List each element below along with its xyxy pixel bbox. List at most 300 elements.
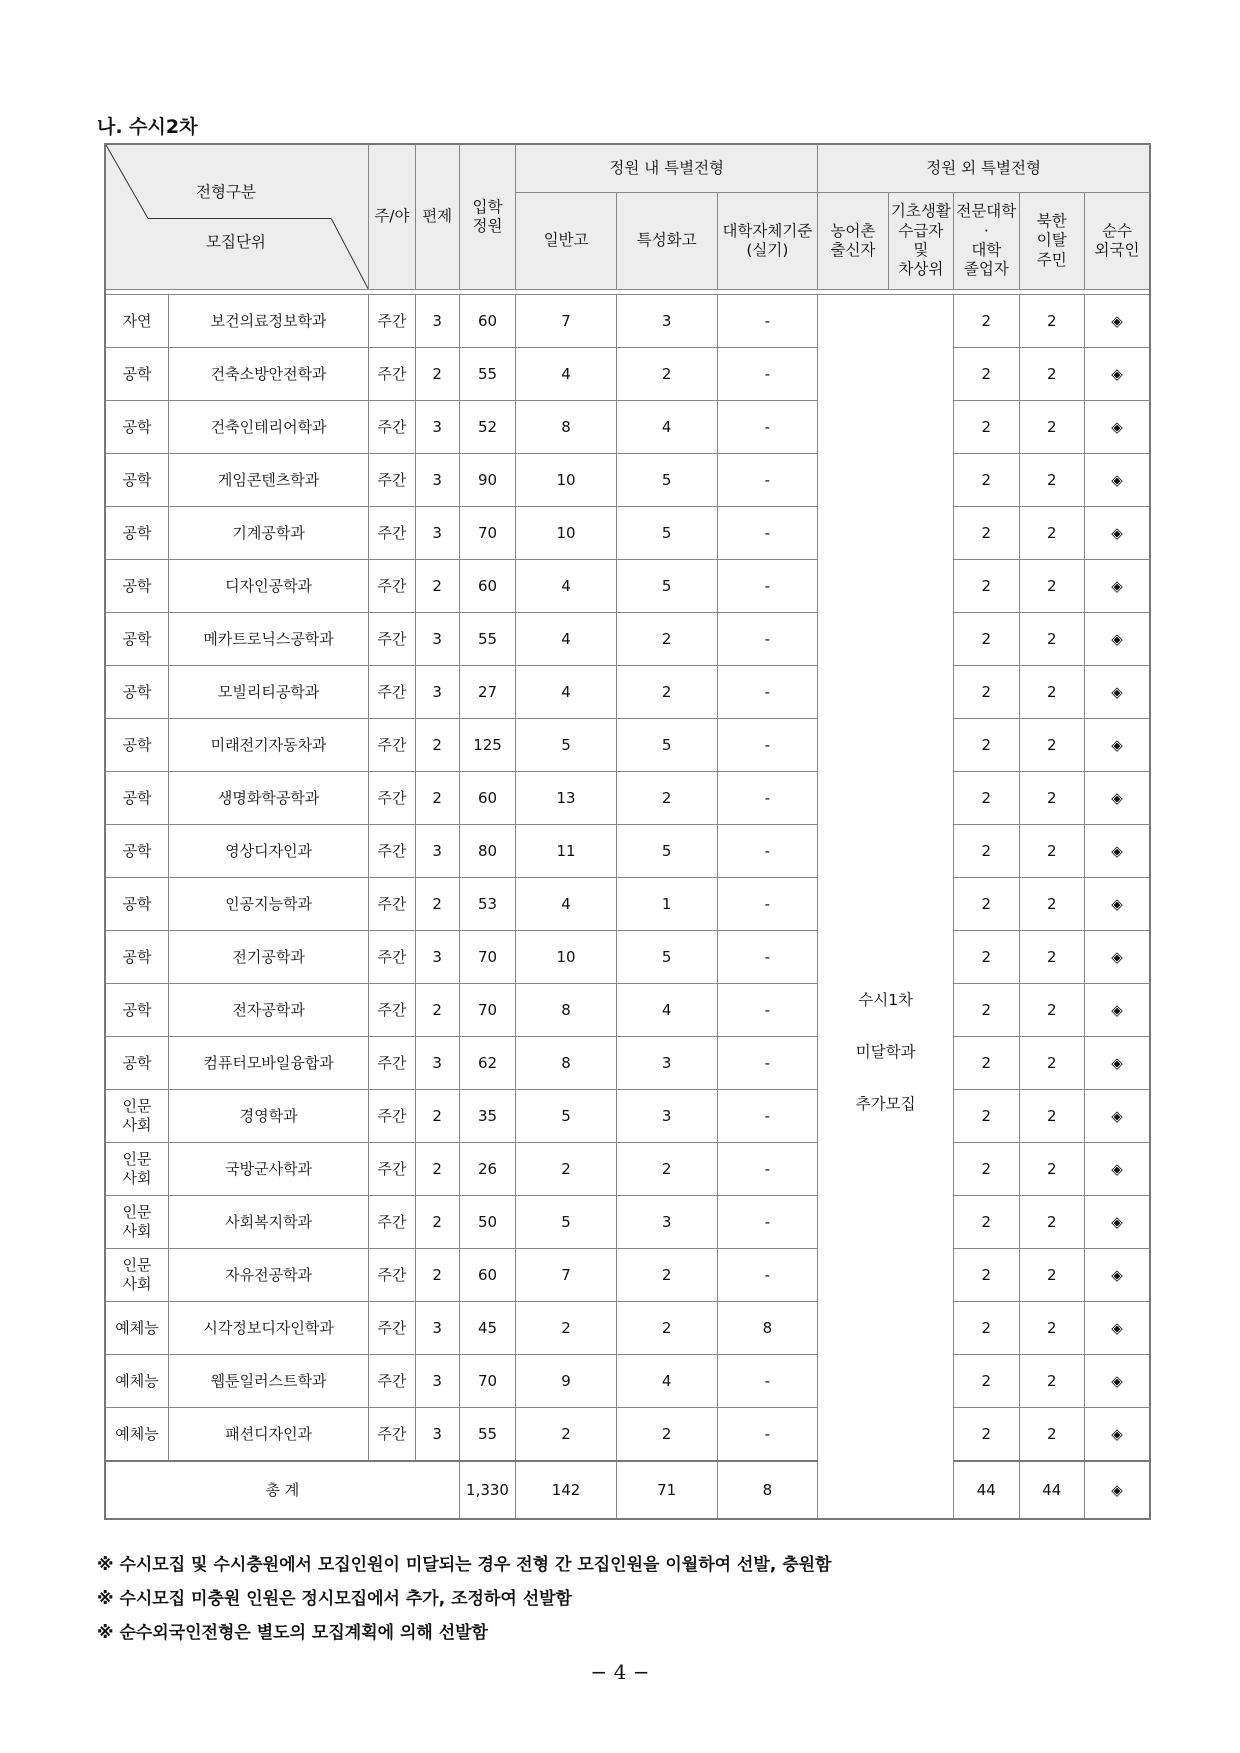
univ-standard-cell: - xyxy=(717,1196,818,1249)
field-cell: 인문 사회 xyxy=(105,1196,168,1249)
quota-cell: 53 xyxy=(459,878,515,931)
day-night-cell: 주간 xyxy=(369,1090,415,1143)
header-quota: 입학 정원 xyxy=(459,144,515,290)
department-cell: 웹툰일러스트학과 xyxy=(168,1355,368,1408)
table-row xyxy=(105,1196,1150,1249)
univ-standard-cell: - xyxy=(717,1408,818,1462)
table-row xyxy=(105,1355,1150,1408)
foreigner-cell: ◈ xyxy=(1084,613,1150,666)
table-row xyxy=(105,1037,1150,1090)
univ-standard-cell: - xyxy=(717,984,818,1037)
cohort-cell: 3 xyxy=(415,454,459,507)
table-row xyxy=(105,295,1150,348)
section-title: 나. 수시2차 xyxy=(97,116,198,138)
cohort-cell: 3 xyxy=(415,507,459,560)
department-cell: 생명화학공학과 xyxy=(168,772,368,825)
cohort-cell: 2 xyxy=(415,1143,459,1196)
univ-standard-cell: - xyxy=(717,454,818,507)
special-hs-cell: 4 xyxy=(616,984,717,1037)
college-grad-cell: 2 xyxy=(954,454,1019,507)
field-cell: 공학 xyxy=(105,613,168,666)
special-hs-cell: 3 xyxy=(616,1196,717,1249)
univ-standard-cell: - xyxy=(717,401,818,454)
header-day-night: 주/야 xyxy=(369,144,415,290)
quota-cell: 60 xyxy=(459,1249,515,1302)
foreigner-cell: ◈ xyxy=(1084,1408,1150,1462)
univ-standard-cell: - xyxy=(717,1143,818,1196)
header-year-cohort: 편제 xyxy=(415,144,459,290)
college-grad-cell: 2 xyxy=(954,1196,1019,1249)
college-grad-cell: 2 xyxy=(954,878,1019,931)
total-special-hs: 71 xyxy=(616,1461,717,1519)
college-grad-cell: 2 xyxy=(954,931,1019,984)
day-night-cell: 주간 xyxy=(369,613,415,666)
day-night-cell: 주간 xyxy=(369,878,415,931)
nk-defector-cell: 2 xyxy=(1019,931,1084,984)
day-night-cell: 주간 xyxy=(369,984,415,1037)
header-general-hs: 일반고 xyxy=(516,193,617,290)
foreigner-cell: ◈ xyxy=(1084,1143,1150,1196)
college-grad-cell: 2 xyxy=(954,348,1019,401)
diagonal-header-cell xyxy=(105,144,369,290)
cohort-cell: 3 xyxy=(415,1355,459,1408)
day-night-cell: 주간 xyxy=(369,666,415,719)
special-hs-cell: 3 xyxy=(616,1037,717,1090)
day-night-cell: 주간 xyxy=(369,1408,415,1462)
special-hs-cell: 1 xyxy=(616,878,717,931)
general-hs-cell: 4 xyxy=(516,560,617,613)
day-night-cell: 주간 xyxy=(369,1037,415,1090)
quota-cell: 60 xyxy=(459,772,515,825)
cohort-cell: 3 xyxy=(415,1408,459,1462)
quota-cell: 70 xyxy=(459,931,515,984)
day-night-cell: 주간 xyxy=(369,772,415,825)
total-quota: 1,330 xyxy=(459,1461,515,1519)
total-row xyxy=(105,1461,1150,1519)
nk-defector-cell: 2 xyxy=(1019,1090,1084,1143)
admission-table xyxy=(104,143,1151,1520)
cohort-cell: 2 xyxy=(415,1090,459,1143)
nk-defector-cell: 2 xyxy=(1019,825,1084,878)
department-cell: 메카트로닉스공학과 xyxy=(168,613,368,666)
cohort-cell: 3 xyxy=(415,1302,459,1355)
nk-defector-cell: 2 xyxy=(1019,772,1084,825)
header-special-hs: 특성화고 xyxy=(616,193,717,290)
quota-cell: 70 xyxy=(459,1355,515,1408)
foreigner-cell: ◈ xyxy=(1084,1249,1150,1302)
table-row xyxy=(105,1408,1150,1462)
quota-cell: 55 xyxy=(459,348,515,401)
special-hs-cell: 5 xyxy=(616,825,717,878)
general-hs-cell: 10 xyxy=(516,931,617,984)
page-number: − 4 − xyxy=(590,1660,650,1684)
nk-defector-cell: 2 xyxy=(1019,719,1084,772)
header-selection-type: 전형구분 xyxy=(196,183,256,201)
univ-standard-cell: - xyxy=(717,666,818,719)
general-hs-cell: 9 xyxy=(516,1355,617,1408)
field-cell: 공학 xyxy=(105,348,168,401)
table-row xyxy=(105,348,1150,401)
general-hs-cell: 10 xyxy=(516,454,617,507)
table-row xyxy=(105,401,1150,454)
general-hs-cell: 8 xyxy=(516,984,617,1037)
college-grad-cell: 2 xyxy=(954,560,1019,613)
header-foreigner: 순수 외국인 xyxy=(1084,193,1150,290)
special-hs-cell: 5 xyxy=(616,454,717,507)
foreigner-cell: ◈ xyxy=(1084,772,1150,825)
special-hs-cell: 2 xyxy=(616,1302,717,1355)
foreigner-cell: ◈ xyxy=(1084,825,1150,878)
table-row xyxy=(105,1090,1150,1143)
college-grad-cell: 2 xyxy=(954,1302,1019,1355)
special-hs-cell: 4 xyxy=(616,1355,717,1408)
college-grad-cell: 2 xyxy=(954,1355,1019,1408)
field-cell: 공학 xyxy=(105,984,168,1037)
special-hs-cell: 2 xyxy=(616,666,717,719)
table-row xyxy=(105,1249,1150,1302)
univ-standard-cell: - xyxy=(717,772,818,825)
department-cell: 전기공학과 xyxy=(168,931,368,984)
table-row xyxy=(105,825,1150,878)
college-grad-cell: 2 xyxy=(954,1143,1019,1196)
quota-cell: 70 xyxy=(459,984,515,1037)
general-hs-cell: 11 xyxy=(516,825,617,878)
field-cell: 공학 xyxy=(105,931,168,984)
day-night-cell: 주간 xyxy=(369,401,415,454)
table-row xyxy=(105,984,1150,1037)
header-rural: 농어촌 출신자 xyxy=(818,193,888,290)
general-hs-cell: 13 xyxy=(516,772,617,825)
univ-standard-cell: - xyxy=(717,507,818,560)
total-general-hs: 142 xyxy=(516,1461,617,1519)
college-grad-cell: 2 xyxy=(954,984,1019,1037)
department-cell: 모빌리티공학과 xyxy=(168,666,368,719)
total-foreigner: ◈ xyxy=(1084,1461,1150,1519)
department-cell: 디자인공학과 xyxy=(168,560,368,613)
college-grad-cell: 2 xyxy=(954,772,1019,825)
foreigner-cell: ◈ xyxy=(1084,878,1150,931)
general-hs-cell: 2 xyxy=(516,1302,617,1355)
univ-standard-cell: - xyxy=(717,613,818,666)
special-hs-cell: 5 xyxy=(616,507,717,560)
quota-cell: 55 xyxy=(459,613,515,666)
special-hs-cell: 5 xyxy=(616,719,717,772)
college-grad-cell: 2 xyxy=(954,719,1019,772)
foreigner-cell: ◈ xyxy=(1084,560,1150,613)
nk-defector-cell: 2 xyxy=(1019,1143,1084,1196)
foreigner-cell: ◈ xyxy=(1084,1090,1150,1143)
foreigner-cell: ◈ xyxy=(1084,1196,1150,1249)
table-row xyxy=(105,560,1150,613)
foreigner-cell: ◈ xyxy=(1084,984,1150,1037)
day-night-cell: 주간 xyxy=(369,1302,415,1355)
nk-defector-cell: 2 xyxy=(1019,1037,1084,1090)
table-row xyxy=(105,1302,1150,1355)
quota-cell: 60 xyxy=(459,295,515,348)
table-row xyxy=(105,719,1150,772)
footnotes xyxy=(97,1548,831,1650)
univ-standard-cell: - xyxy=(717,931,818,984)
college-grad-cell: 2 xyxy=(954,1408,1019,1462)
table-row xyxy=(105,507,1150,560)
department-cell: 사회복지학과 xyxy=(168,1196,368,1249)
quota-cell: 60 xyxy=(459,560,515,613)
cohort-cell: 2 xyxy=(415,1196,459,1249)
foreigner-cell: ◈ xyxy=(1084,507,1150,560)
field-cell: 공학 xyxy=(105,401,168,454)
univ-standard-cell: 8 xyxy=(717,1302,818,1355)
univ-standard-cell: - xyxy=(717,560,818,613)
field-cell: 인문 사회 xyxy=(105,1090,168,1143)
univ-standard-cell: - xyxy=(717,1355,818,1408)
general-hs-cell: 5 xyxy=(516,719,617,772)
college-grad-cell: 2 xyxy=(954,613,1019,666)
quota-cell: 50 xyxy=(459,1196,515,1249)
college-grad-cell: 2 xyxy=(954,825,1019,878)
special-hs-cell: 3 xyxy=(616,1090,717,1143)
cohort-cell: 2 xyxy=(415,560,459,613)
general-hs-cell: 2 xyxy=(516,1408,617,1462)
cohort-cell: 2 xyxy=(415,719,459,772)
field-cell: 자연 xyxy=(105,295,168,348)
field-cell: 공학 xyxy=(105,507,168,560)
foreigner-cell: ◈ xyxy=(1084,1302,1150,1355)
cohort-cell: 2 xyxy=(415,984,459,1037)
department-cell: 국방군사학과 xyxy=(168,1143,368,1196)
quota-cell: 125 xyxy=(459,719,515,772)
table-row xyxy=(105,613,1150,666)
day-night-cell: 주간 xyxy=(369,1196,415,1249)
univ-standard-cell: - xyxy=(717,878,818,931)
college-grad-cell: 2 xyxy=(954,401,1019,454)
nk-defector-cell: 2 xyxy=(1019,613,1084,666)
special-hs-cell: 5 xyxy=(616,931,717,984)
general-hs-cell: 2 xyxy=(516,1143,617,1196)
field-cell: 예체능 xyxy=(105,1355,168,1408)
univ-standard-cell: - xyxy=(717,825,818,878)
cohort-cell: 2 xyxy=(415,1249,459,1302)
day-night-cell: 주간 xyxy=(369,560,415,613)
day-night-cell: 주간 xyxy=(369,295,415,348)
merged-rural-basic-note xyxy=(818,295,954,1520)
general-hs-cell: 5 xyxy=(516,1090,617,1143)
field-cell: 공학 xyxy=(105,878,168,931)
header-univ-standard: 대학자체기준 (실기) xyxy=(717,193,818,290)
cohort-cell: 3 xyxy=(415,401,459,454)
department-cell: 미래전기자동차과 xyxy=(168,719,368,772)
special-hs-cell: 2 xyxy=(616,1408,717,1462)
univ-standard-cell: - xyxy=(717,295,818,348)
day-night-cell: 주간 xyxy=(369,454,415,507)
general-hs-cell: 4 xyxy=(516,878,617,931)
quota-cell: 70 xyxy=(459,507,515,560)
general-hs-cell: 5 xyxy=(516,1196,617,1249)
total-nk-defector: 44 xyxy=(1019,1461,1084,1519)
nk-defector-cell: 2 xyxy=(1019,454,1084,507)
univ-standard-cell: - xyxy=(717,1037,818,1090)
department-cell: 기계공학과 xyxy=(168,507,368,560)
foreigner-cell: ◈ xyxy=(1084,401,1150,454)
department-cell: 패션디자인과 xyxy=(168,1408,368,1462)
header-college-grad: 전문대학 · 대학 졸업자 xyxy=(954,193,1019,290)
nk-defector-cell: 2 xyxy=(1019,1196,1084,1249)
foreigner-cell: ◈ xyxy=(1084,295,1150,348)
nk-defector-cell: 2 xyxy=(1019,1355,1084,1408)
special-hs-cell: 2 xyxy=(616,772,717,825)
table-row xyxy=(105,1143,1150,1196)
field-cell: 공학 xyxy=(105,560,168,613)
cohort-cell: 3 xyxy=(415,825,459,878)
general-hs-cell: 7 xyxy=(516,1249,617,1302)
special-hs-cell: 2 xyxy=(616,1143,717,1196)
field-cell: 예체능 xyxy=(105,1302,168,1355)
field-cell: 공학 xyxy=(105,825,168,878)
quota-cell: 35 xyxy=(459,1090,515,1143)
field-cell: 공학 xyxy=(105,719,168,772)
nk-defector-cell: 2 xyxy=(1019,1249,1084,1302)
quota-cell: 45 xyxy=(459,1302,515,1355)
cohort-cell: 3 xyxy=(415,613,459,666)
nk-defector-cell: 2 xyxy=(1019,295,1084,348)
merged-note-line: 추가모집 xyxy=(855,1094,916,1113)
cohort-cell: 3 xyxy=(415,666,459,719)
college-grad-cell: 2 xyxy=(954,1249,1019,1302)
department-cell: 경영학과 xyxy=(168,1090,368,1143)
nk-defector-cell: 2 xyxy=(1019,348,1084,401)
merged-note-line: 미달학과 xyxy=(855,1042,916,1061)
field-cell: 공학 xyxy=(105,454,168,507)
foreigner-cell: ◈ xyxy=(1084,454,1150,507)
department-cell: 컴퓨터모바일융합과 xyxy=(168,1037,368,1090)
header-outside-quota-group: 정원 외 특별전형 xyxy=(818,144,1150,193)
quota-cell: 27 xyxy=(459,666,515,719)
general-hs-cell: 4 xyxy=(516,613,617,666)
cohort-cell: 2 xyxy=(415,772,459,825)
nk-defector-cell: 2 xyxy=(1019,666,1084,719)
department-cell: 자유전공학과 xyxy=(168,1249,368,1302)
diagonal-lines xyxy=(106,145,368,289)
day-night-cell: 주간 xyxy=(369,825,415,878)
day-night-cell: 주간 xyxy=(369,719,415,772)
day-night-cell: 주간 xyxy=(369,1355,415,1408)
nk-defector-cell: 2 xyxy=(1019,507,1084,560)
special-hs-cell: 5 xyxy=(616,560,717,613)
total-college-grad: 44 xyxy=(954,1461,1019,1519)
header-basic-living: 기초생활 수급자 및 차상위 xyxy=(888,193,953,290)
cohort-cell: 2 xyxy=(415,878,459,931)
nk-defector-cell: 2 xyxy=(1019,1302,1084,1355)
day-night-cell: 주간 xyxy=(369,1249,415,1302)
nk-defector-cell: 2 xyxy=(1019,560,1084,613)
day-night-cell: 주간 xyxy=(369,507,415,560)
cohort-cell: 3 xyxy=(415,1037,459,1090)
table-row xyxy=(105,666,1150,719)
cohort-cell: 3 xyxy=(415,931,459,984)
college-grad-cell: 2 xyxy=(954,1037,1019,1090)
general-hs-cell: 4 xyxy=(516,348,617,401)
univ-standard-cell: - xyxy=(717,1249,818,1302)
general-hs-cell: 10 xyxy=(516,507,617,560)
foreigner-cell: ◈ xyxy=(1084,348,1150,401)
department-cell: 전자공학과 xyxy=(168,984,368,1037)
department-cell: 건축인테리어학과 xyxy=(168,401,368,454)
footnote: ※ 수시모집 미충원 인원은 정시모집에서 추가, 조정하여 선발함 xyxy=(97,1589,572,1609)
special-hs-cell: 2 xyxy=(616,348,717,401)
merged-note-line: 수시1차 xyxy=(858,990,914,1009)
header-recruit-unit: 모집단위 xyxy=(206,233,266,251)
college-grad-cell: 2 xyxy=(954,1090,1019,1143)
foreigner-cell: ◈ xyxy=(1084,931,1150,984)
foreigner-cell: ◈ xyxy=(1084,719,1150,772)
general-hs-cell: 8 xyxy=(516,1037,617,1090)
special-hs-cell: 4 xyxy=(616,401,717,454)
nk-defector-cell: 2 xyxy=(1019,878,1084,931)
field-cell: 인문 사회 xyxy=(105,1143,168,1196)
field-cell: 인문 사회 xyxy=(105,1249,168,1302)
univ-standard-cell: - xyxy=(717,1090,818,1143)
college-grad-cell: 2 xyxy=(954,507,1019,560)
field-cell: 예체능 xyxy=(105,1408,168,1462)
field-cell: 공학 xyxy=(105,772,168,825)
college-grad-cell: 2 xyxy=(954,295,1019,348)
nk-defector-cell: 2 xyxy=(1019,1408,1084,1462)
total-univ-standard: 8 xyxy=(717,1461,818,1519)
foreigner-cell: ◈ xyxy=(1084,1037,1150,1090)
footnote: ※ 수시모집 및 수시충원에서 모집인원이 미달되는 경우 전형 간 모집인원을 이월하여 선발, 충원함 xyxy=(97,1555,832,1575)
quota-cell: 26 xyxy=(459,1143,515,1196)
nk-defector-cell: 2 xyxy=(1019,984,1084,1037)
table-row xyxy=(105,772,1150,825)
day-night-cell: 주간 xyxy=(369,348,415,401)
quota-cell: 52 xyxy=(459,401,515,454)
header-nk-defector: 북한 이탈 주민 xyxy=(1019,193,1084,290)
special-hs-cell: 2 xyxy=(616,613,717,666)
univ-standard-cell: - xyxy=(717,348,818,401)
header-inside-quota-group: 정원 내 특별전형 xyxy=(516,144,818,193)
table-row xyxy=(105,878,1150,931)
general-hs-cell: 8 xyxy=(516,401,617,454)
department-cell: 인공지능학과 xyxy=(168,878,368,931)
nk-defector-cell: 2 xyxy=(1019,401,1084,454)
special-hs-cell: 3 xyxy=(616,295,717,348)
quota-cell: 62 xyxy=(459,1037,515,1090)
table-row xyxy=(105,454,1150,507)
total-label: 총 계 xyxy=(105,1461,459,1519)
general-hs-cell: 4 xyxy=(516,666,617,719)
special-hs-cell: 2 xyxy=(616,1249,717,1302)
univ-standard-cell: - xyxy=(717,719,818,772)
day-night-cell: 주간 xyxy=(369,1143,415,1196)
department-cell: 영상디자인과 xyxy=(168,825,368,878)
footnote: ※ 순수외국인전형은 별도의 모집계획에 의해 선발함 xyxy=(97,1623,488,1643)
day-night-cell: 주간 xyxy=(369,931,415,984)
cohort-cell: 2 xyxy=(415,348,459,401)
foreigner-cell: ◈ xyxy=(1084,1355,1150,1408)
department-cell: 건축소방안전학과 xyxy=(168,348,368,401)
department-cell: 시각정보디자인학과 xyxy=(168,1302,368,1355)
general-hs-cell: 7 xyxy=(516,295,617,348)
cohort-cell: 3 xyxy=(415,295,459,348)
quota-cell: 55 xyxy=(459,1408,515,1462)
field-cell: 공학 xyxy=(105,1037,168,1090)
table-body xyxy=(105,290,1150,1520)
department-cell: 보건의료정보학과 xyxy=(168,295,368,348)
foreigner-cell: ◈ xyxy=(1084,666,1150,719)
quota-cell: 90 xyxy=(459,454,515,507)
department-cell: 게임콘텐츠학과 xyxy=(168,454,368,507)
field-cell: 공학 xyxy=(105,666,168,719)
college-grad-cell: 2 xyxy=(954,666,1019,719)
